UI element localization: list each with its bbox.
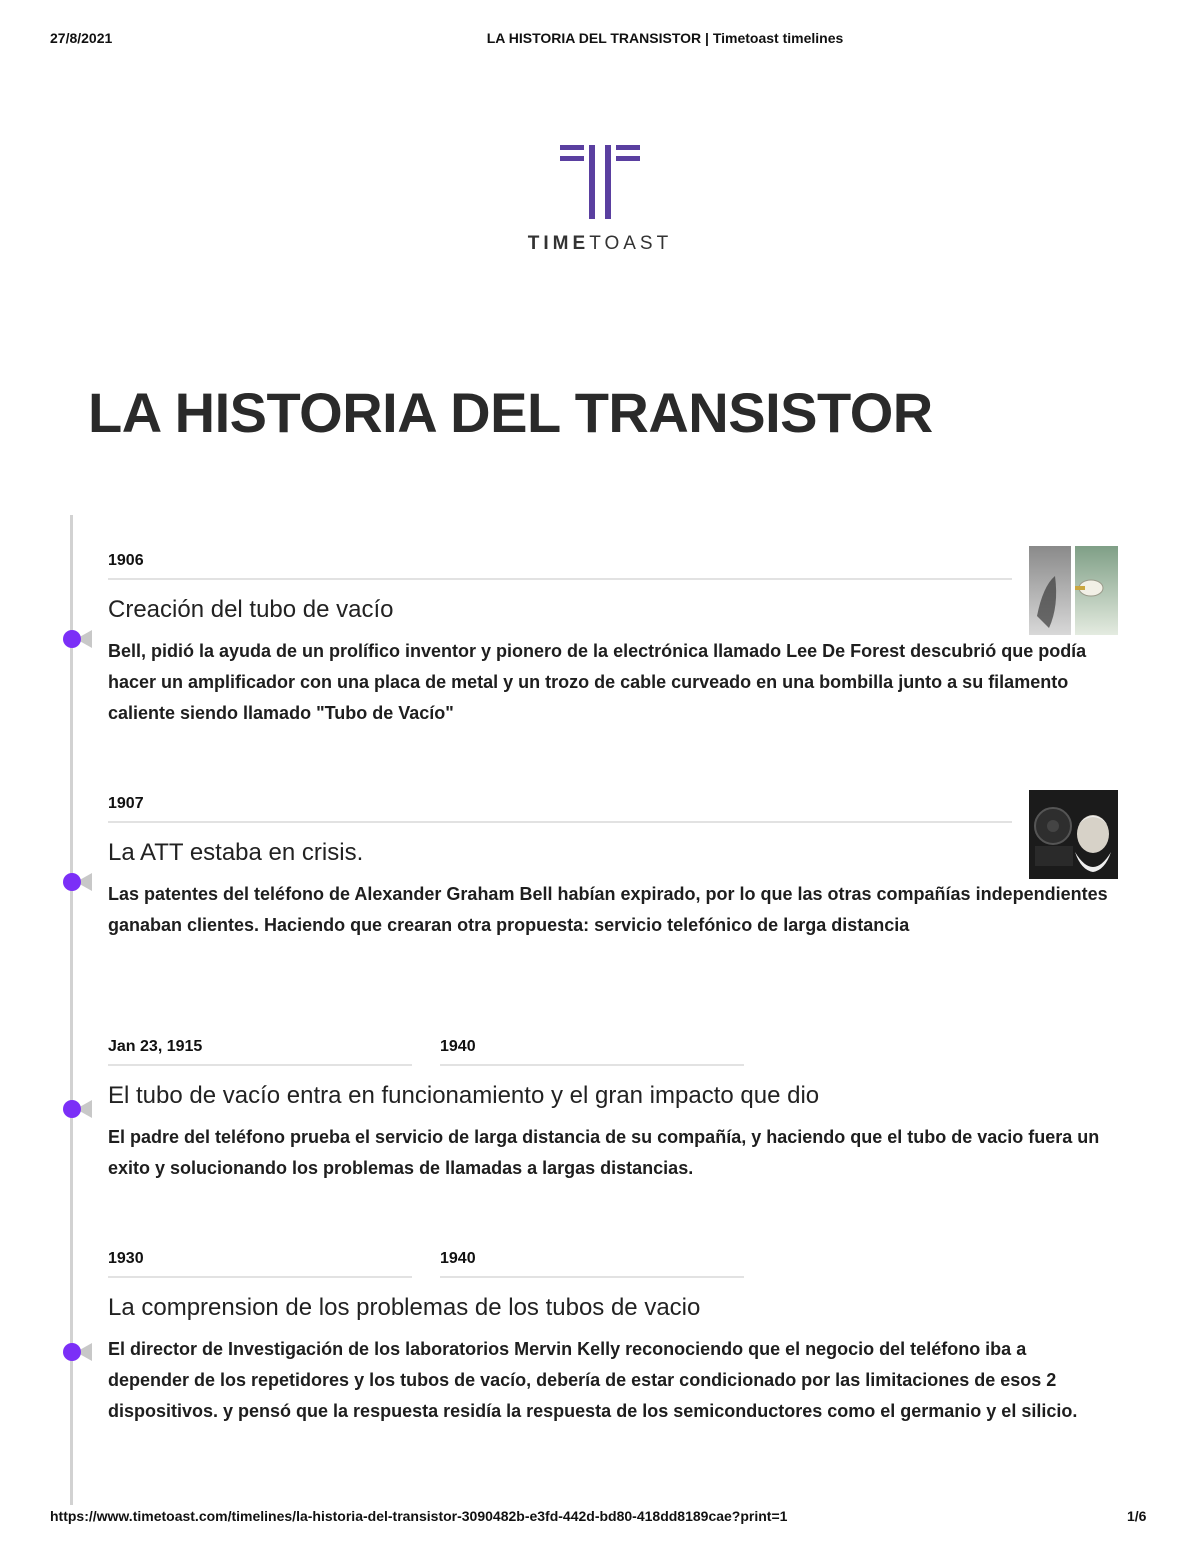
event-date: 1907 — [108, 795, 1012, 823]
timeline-marker-icon — [62, 1341, 96, 1363]
event-description: El director de Investigación de los laboratorios Mervin Kelly reconociendo que el negocio del teléfono iba a depender de los repetidores y los tubos de vacío, debería de estar condicionado por las limitaciones de esos 2 dispositivos. y pensó que la respuesta residía la respuesta de los semiconductores como el germanio y el silicio. — [108, 1339, 1078, 1421]
event-end-date: 1940 — [440, 1038, 744, 1066]
event-title[interactable]: Creación del tubo de vacío — [108, 596, 394, 623]
event-date: 1906 — [108, 552, 1012, 580]
event-title[interactable]: La comprension de los problemas de los tubos de vacio — [108, 1294, 701, 1321]
print-header-title: LA HISTORIA DEL TRANSISTOR | Timetoast timelines — [486, 30, 844, 46]
event-image[interactable] — [1029, 546, 1118, 635]
timeline-marker-icon — [62, 871, 96, 893]
timeline-marker-icon — [62, 628, 96, 650]
timeline-event — [108, 795, 1108, 941]
timetoast-wordmark: TIMETOAST — [527, 233, 673, 254]
event-description: Las patentes del teléfono de Alexander Graham Bell habían expirado, por lo que las otras compañías independientes ganaban clientes. Haciendo que crearan otra propuesta: servicio telefónico de larga distancia — [108, 884, 1108, 935]
page-number: 1/6 — [1127, 1508, 1147, 1524]
print-date: 27/8/2021 — [50, 30, 113, 46]
event-image[interactable] — [1029, 790, 1118, 879]
event-dates — [108, 795, 1108, 823]
timetoast-logo[interactable] — [0, 145, 1200, 255]
page-title: LA HISTORIA DEL TRANSISTOR — [88, 381, 933, 444]
event-dates — [108, 1038, 1108, 1066]
timeline-event — [108, 1038, 1108, 1184]
page-url[interactable]: https://www.timetoast.com/timelines/la-historia-del-transistor-3090482b-e3fd-442d-bd80-418dd8189cae?print=1 — [50, 1508, 788, 1524]
timetoast-logo-icon — [560, 145, 640, 219]
event-start-date: 1930 — [108, 1250, 412, 1278]
timeline-marker-icon — [62, 1098, 96, 1120]
event-start-date: Jan 23, 1915 — [108, 1038, 412, 1066]
event-description: Bell, pidió la ayuda de un prolífico inventor y pionero de la electrónica llamado Lee De Forest descubrió que podía hacer un amplificador con una placa de metal y un trozo de cable curveado en una bombilla junto a su filamento caliente siendo llamado "Tubo de Vacío" — [108, 641, 1087, 723]
event-dates — [108, 1250, 1108, 1278]
timeline-event — [108, 1250, 1108, 1427]
event-dates — [108, 552, 1108, 580]
event-end-date: 1940 — [440, 1250, 744, 1278]
event-description: El padre del teléfono prueba el servicio de larga distancia de su compañía, y haciendo que el tubo de vacio fuera un exito y solucionando los problemas de llamadas a largas distancias. — [108, 1127, 1100, 1178]
event-title[interactable]: La ATT estaba en crisis. — [108, 839, 364, 866]
event-title[interactable]: El tubo de vacío entra en funcionamiento y el gran impacto que dio — [108, 1082, 820, 1109]
timeline-event — [108, 552, 1108, 729]
